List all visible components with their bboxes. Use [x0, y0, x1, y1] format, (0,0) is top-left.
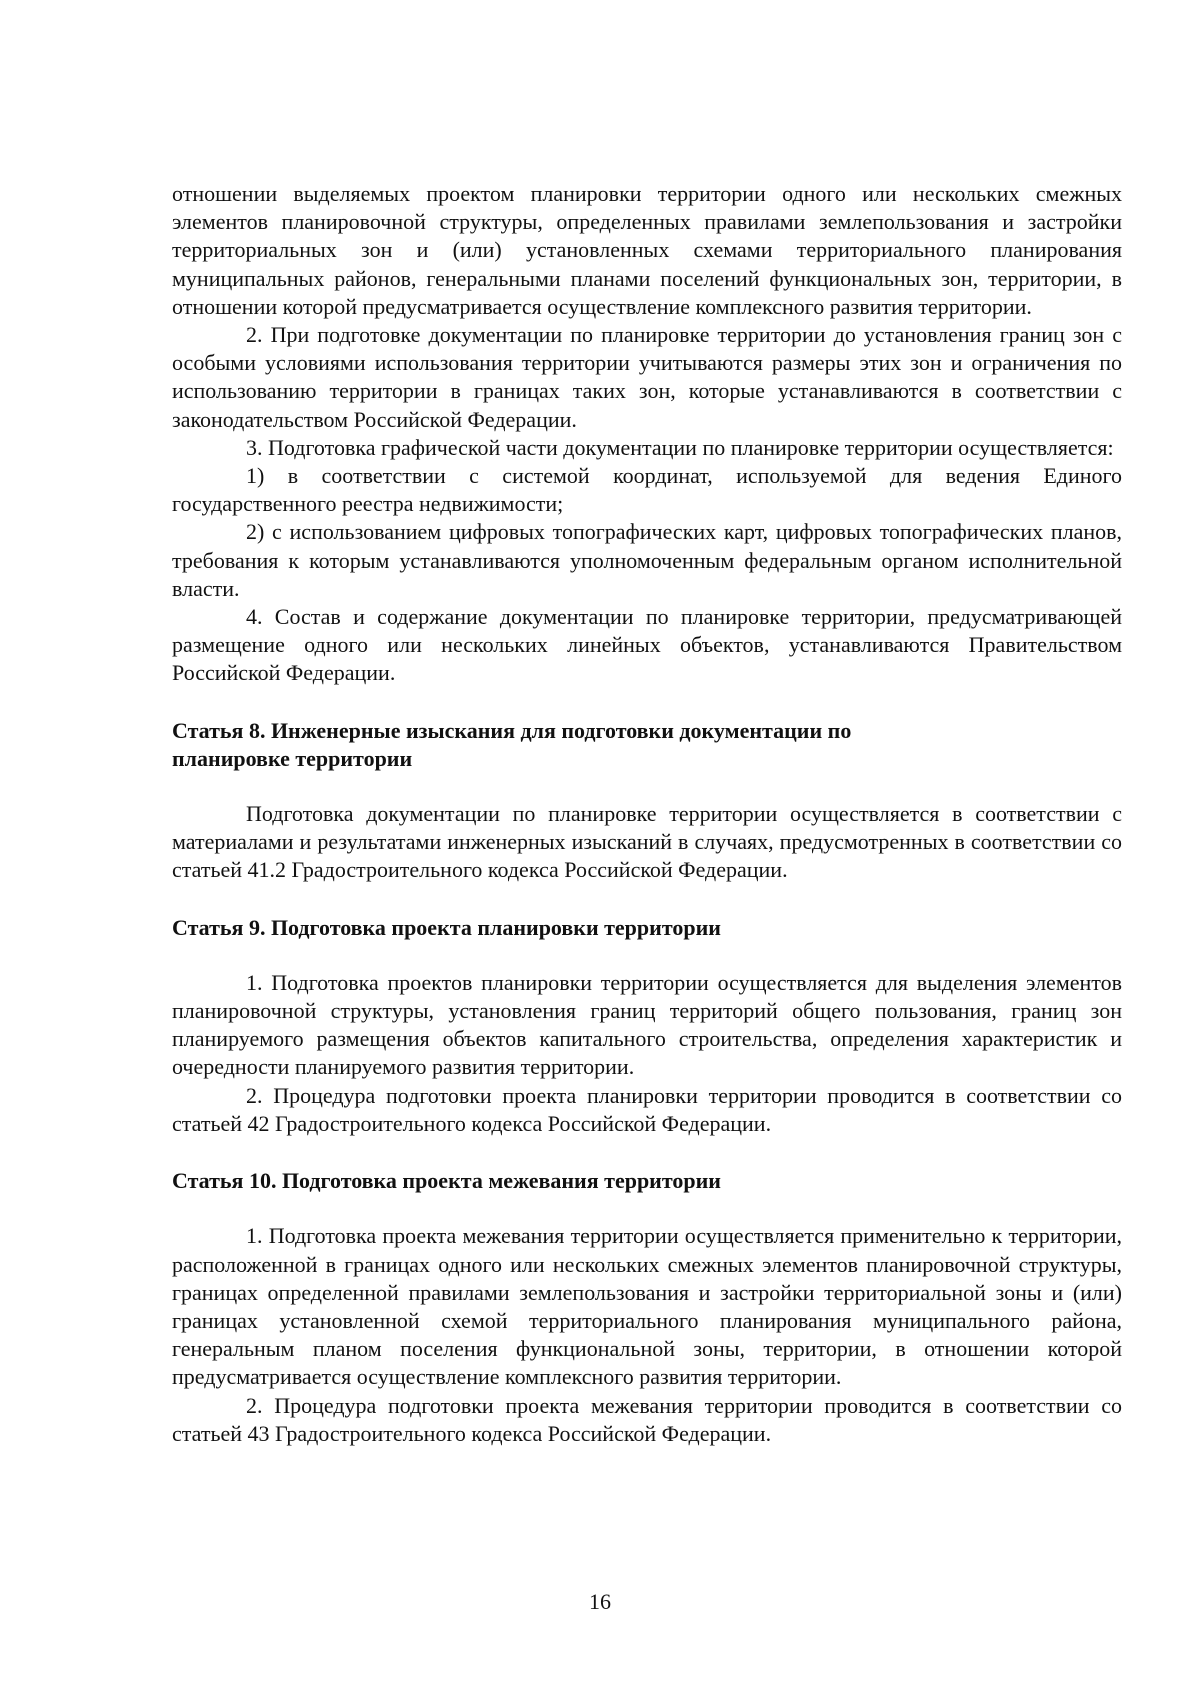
paragraph-subitem-1: 1) в соответствии с системой координат, используемой для ведения Единого государственного реестра недвижимости;: [172, 463, 1122, 517]
article-9-heading: [172, 914, 1122, 942]
page-number: 16: [589, 1589, 611, 1614]
paragraph-item-4: 4. Состав и содержание документации по планировке территории, предусматривающей размещение одного или нескольких линейных объектов, устанавливаются Правительством Российской Федерации.: [172, 604, 1122, 686]
paragraph-continuation: отношении выделяемых проектом планировки территории одного или нескольких смежных элементов планировочной структуры, определенных правилами землепользования и застройки территориальных зон и (или) установленных схемами территориального планирования муниципальных районов, генеральными планами поселений функциональных зон, территории, в отношении которой предусматривается осуществление комплексного развития территории.: [172, 181, 1122, 319]
paragraph-subitem-2: 2) с использованием цифровых топографических карт, цифровых топографических планов, требования к которым устанавливаются уполномоченным федеральным органом исполнительной власти.: [172, 519, 1122, 601]
article-8-title-line-2: планировке территории: [172, 745, 413, 771]
paragraph-item-2: 2. При подготовке документации по планировке территории до установления границ зон с особыми условиями использования территории учитываются размеры этих зон и ограничения по использованию территории в границах таких зон, которые устанавливаются в соответствии с законодательством Российской Федерации.: [172, 322, 1122, 432]
article-8-title-line-1: Статья 8. Инженерные изыскания для подготовки документации по: [172, 717, 852, 743]
article-10-paragraph-1: 1. Подготовка проекта межевания территории осуществляется применительно к территории, расположенной в границах одного или нескольких смежных элементов планировочной структуры, границах определенной правилами землепользования и застройки территориальной зоны и (или) границах установленной схемой территориального планирования муниципального района, генеральным планом поселения функциональной зоны, территории, в отношении которой предусматривается осуществление комплексного развития территории.: [172, 1223, 1122, 1390]
article-10-body: [172, 1222, 1122, 1448]
article-9-title: Статья 9. Подготовка проекта планировки территории: [172, 914, 721, 940]
document-page: [172, 180, 1122, 1448]
article-9-paragraph-1: 1. Подготовка проектов планировки территории осуществляется для выделения элементов планировочной структуры, установления границ территорий общего пользования, границ зон планируемого размещения объектов капитального строительства, определения характеристик и очередности планируемого развития территории.: [172, 969, 1122, 1080]
article-10-heading: [172, 1167, 1122, 1195]
article-10-paragraph-2: 2. Процедура подготовки проекта межевания территории проводится в соответствии со статьей 43 Градостроительного кодекса Российской Федерации.: [172, 1392, 1122, 1446]
article-8-paragraph: Подготовка документации по планировке территории осуществляется в соответствии с материалами и результатами инженерных изысканий в случаях, предусмотренных в соответствии со статьей 41.2 Градостроительного кодекса Российской Федерации.: [172, 801, 1122, 883]
article-9-body: [172, 969, 1122, 1138]
article-8-heading: [172, 717, 1122, 773]
paragraph-item-3: 3. Подготовка графической части документации по планировке территории осуществляется:: [246, 434, 1114, 460]
article-8-body: [172, 800, 1122, 885]
article-9-paragraph-2: 2. Процедура подготовки проекта планировки территории проводится в соответствии со статьей 42 Градостроительного кодекса Российской Федерации.: [172, 1082, 1122, 1136]
article-10-title: Статья 10. Подготовка проекта межевания территории: [172, 1168, 721, 1194]
